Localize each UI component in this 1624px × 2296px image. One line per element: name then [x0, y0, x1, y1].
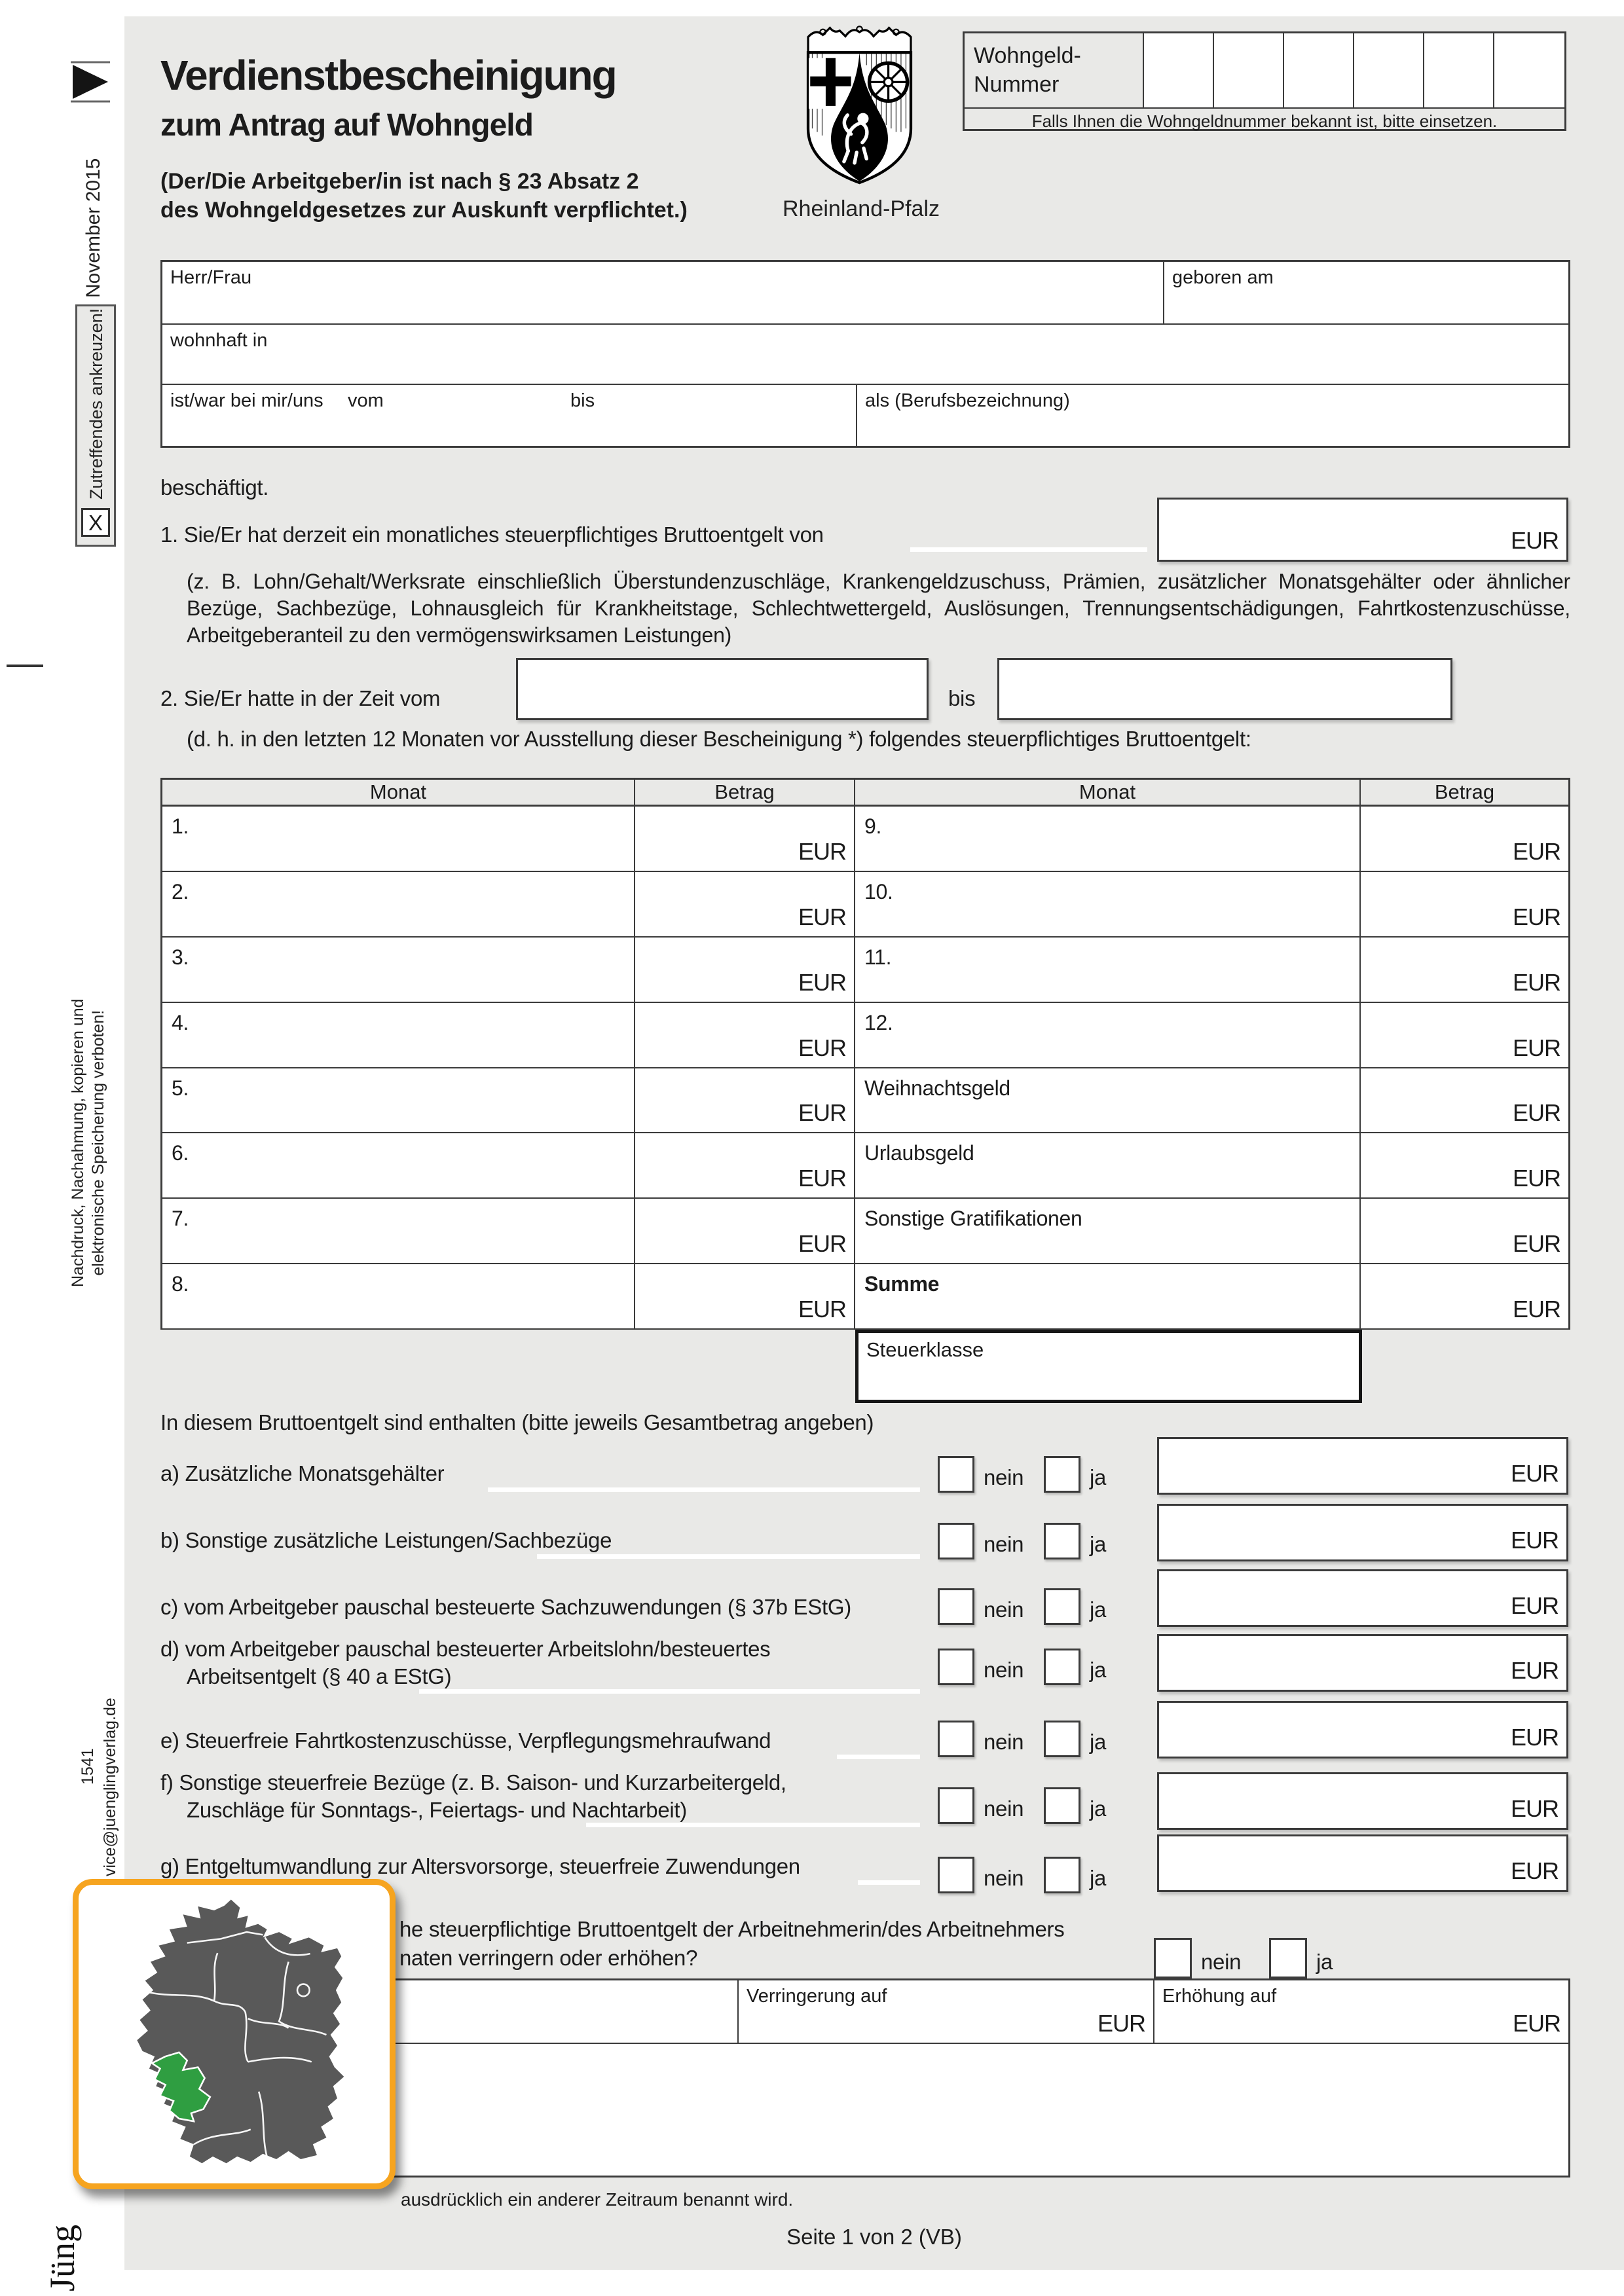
edition-date: November 2015: [83, 158, 104, 298]
nein-label: nein: [984, 1465, 1024, 1489]
amount-cell[interactable]: EUR: [1361, 872, 1570, 938]
item-b-checkbox-ja[interactable]: [1044, 1523, 1080, 1559]
q2-bis-label: bis: [948, 686, 976, 710]
item-b-amount-field[interactable]: EUR: [1157, 1504, 1568, 1561]
copyright-note: Nachdruck, Nachahmung, kopieren und elektronische Speicherung verboten!: [69, 998, 107, 1287]
item-f-label-line2: Zuschläge für Sonntags-, Feiertags- und Nachtarbeit): [187, 1798, 687, 1822]
table-row-7: [160, 1199, 1570, 1264]
item-f-fill-line: [586, 1823, 920, 1827]
form-number: 1541: [79, 1748, 97, 1785]
q3-text-line1: he steuerpflichtige Bruttoentgelt der Arbeitnehmerin/des Arbeitnehmers: [399, 1917, 1065, 1941]
item-a-fill-line: [488, 1487, 920, 1492]
amount-cell[interactable]: EUR: [635, 872, 855, 938]
item-g-fill-line: [858, 1880, 920, 1885]
germany-map: [84, 1889, 385, 2179]
amount-cell[interactable]: EUR: [1361, 1133, 1570, 1199]
residence-field[interactable]: wohnhaft in: [162, 325, 1568, 384]
table-row-6: [160, 1133, 1570, 1199]
col-header-betrag: Betrag: [714, 780, 775, 803]
month-cell[interactable]: Sonstige Gratifikationen: [855, 1199, 1361, 1264]
item-c-checkbox-nein[interactable]: [938, 1588, 974, 1625]
mark-example-checkbox: [81, 508, 110, 537]
item-e-checkbox-nein[interactable]: [938, 1721, 974, 1757]
month-cell[interactable]: 7.: [160, 1199, 635, 1264]
person-box: [160, 260, 1570, 448]
month-cell[interactable]: 4.: [160, 1003, 635, 1068]
ja-label: ja: [1090, 1465, 1107, 1489]
steuerklasse-label: Steuerklasse: [866, 1338, 984, 1361]
month-cell[interactable]: 5.: [160, 1068, 635, 1133]
month-cell[interactable]: 6.: [160, 1133, 635, 1199]
ja-label: ja: [1090, 1796, 1107, 1821]
amount-cell[interactable]: EUR: [635, 1003, 855, 1068]
item-g-checkbox-nein[interactable]: [938, 1857, 974, 1893]
month-cell[interactable]: 12.: [855, 1003, 1361, 1068]
amount-cell[interactable]: EUR: [1361, 1068, 1570, 1133]
amount-cell[interactable]: EUR: [1361, 807, 1570, 872]
amount-cell[interactable]: EUR: [1361, 1003, 1570, 1068]
item-c-label: c) vom Arbeitgeber pauschal besteuerte Sachzuwendungen (§ 37b EStG): [160, 1595, 851, 1619]
item-b-checkbox-nein[interactable]: [938, 1523, 974, 1559]
item-d-fill-line: [419, 1689, 920, 1694]
amount-cell[interactable]: EUR: [635, 807, 855, 872]
item-b-label: b) Sonstige zusätzliche Leistungen/Sachbezüge: [160, 1528, 612, 1552]
page-indicator: Seite 1 von 2 (VB): [786, 2225, 962, 2249]
nein-label: nein: [984, 1658, 1024, 1682]
month-cell[interactable]: 2.: [160, 872, 635, 938]
item-a-amount-field[interactable]: EUR: [1157, 1437, 1568, 1495]
item-a-label: a) Zusätzliche Monatsgehälter: [160, 1461, 445, 1485]
item-e-checkbox-ja[interactable]: [1044, 1721, 1080, 1757]
legal-note-line2: des Wohngeldgesetzes zur Auskunft verpflichtet.): [160, 198, 688, 223]
currency-label: EUR: [1510, 527, 1559, 554]
amount-cell[interactable]: EUR: [635, 1264, 855, 1330]
col-header-monat: Monat: [1079, 780, 1136, 803]
amount-cell[interactable]: EUR: [635, 1133, 855, 1199]
item-a-checkbox-ja[interactable]: [1044, 1456, 1080, 1493]
job-title-field[interactable]: als (Berufsbezeichnung): [856, 385, 1568, 446]
q1-fill-line[interactable]: [910, 547, 1147, 552]
nein-label: nein: [984, 1796, 1024, 1821]
wohngeld-hint: Falls Ihnen die Wohngeldnummer bekannt ist, bitte einsetzen.: [1031, 111, 1498, 131]
item-d-label-line2: Arbeitsentgelt (§ 40 a EStG): [187, 1664, 452, 1688]
fold-mark: [7, 665, 43, 667]
amount-cell[interactable]: EUR: [1361, 1199, 1570, 1264]
ja-label: ja: [1316, 1950, 1333, 1974]
amount-cell[interactable]: EUR: [1361, 1264, 1570, 1330]
wohngeld-number-box: [963, 31, 1566, 131]
item-d-amount-field[interactable]: EUR: [1157, 1634, 1568, 1692]
page-title: Verdienstbescheinigung: [160, 52, 616, 99]
item-f-amount-field[interactable]: EUR: [1157, 1772, 1568, 1830]
col-header-betrag: Betrag: [1434, 780, 1495, 803]
item-e-fill-line: [837, 1755, 920, 1759]
mark-hint-label: Zutreffendes ankreuzen!: [86, 308, 106, 500]
wohngeld-digit-cell[interactable]: [1493, 33, 1564, 107]
wohngeld-digit-cell[interactable]: [1423, 33, 1493, 107]
month-cell[interactable]: Summe: [855, 1264, 1361, 1330]
q2-text: 2. Sie/Er hatte in der Zeit vom: [160, 686, 441, 710]
month-cell[interactable]: 8.: [160, 1264, 635, 1330]
item-g-amount-field[interactable]: EUR: [1157, 1834, 1568, 1892]
amount-cell[interactable]: EUR: [1361, 938, 1570, 1003]
col-header-monat: Monat: [369, 780, 427, 803]
item-d-checkbox-nein[interactable]: [938, 1649, 974, 1685]
coat-of-arms-rheinland-pfalz: [789, 22, 930, 193]
item-g-checkbox-ja[interactable]: [1044, 1857, 1080, 1893]
item-c-checkbox-ja[interactable]: [1044, 1588, 1080, 1625]
mark-hint-box: [75, 304, 116, 547]
month-cell[interactable]: 10.: [855, 872, 1361, 938]
q1-note: (z. B. Lohn/Gehalt/Werksrate einschließlich Überstundenzuschläge, Krankengeldzuschuss, Prämien, zusätzlicher Monatsgehälter oder ähnlicher Bezüge, Sachbezüge, Lohnausgleich für Krankheitstage, Schlechtwettergeld, Auslösungen, Trennungsentschädigungen, Fahrtkostenzuschüsse, Arbeitgeberanteil zu den vermögenswirksamen Leistungen): [187, 570, 1570, 647]
table-row-2: [160, 872, 1570, 938]
item-a-checkbox-nein[interactable]: [938, 1456, 974, 1493]
footnote: ausdrücklich ein anderer Zeitraum benannt wird.: [401, 2189, 794, 2210]
wohngeld-digit-cell[interactable]: [1143, 33, 1213, 107]
q3-checkbox-nein[interactable]: [1154, 1938, 1192, 1978]
mark-x: X: [88, 511, 103, 535]
wohngeld-digit-cell[interactable]: [1283, 33, 1353, 107]
nein-label: nein: [984, 1866, 1024, 1890]
q1-amount-field[interactable]: [1157, 498, 1568, 562]
ja-label: ja: [1090, 1658, 1107, 1682]
page-subtitle: zum Antrag auf Wohngeld: [160, 108, 533, 143]
table-row-4: [160, 1003, 1570, 1068]
ja-label: ja: [1090, 1597, 1107, 1622]
item-g-label: g) Entgeltumwandlung zur Altersvorsorge, steuerfreie Zuwendungen: [160, 1854, 800, 1878]
item-c-amount-field[interactable]: EUR: [1157, 1569, 1568, 1627]
table-row-8: [160, 1264, 1570, 1330]
wohngeld-digit-cell[interactable]: [1213, 33, 1283, 107]
employment-period-field[interactable]: ist/war bei mir/uns vom bis: [162, 385, 856, 446]
q3-text-line2: naten verringern oder erhöhen?: [399, 1946, 698, 1970]
table-row-5: [160, 1068, 1570, 1133]
wohngeld-number-label: Wohngeld- Nummer: [974, 43, 1081, 97]
amount-cell[interactable]: EUR: [635, 1199, 855, 1264]
item-e-amount-field[interactable]: EUR: [1157, 1701, 1568, 1758]
month-cell[interactable]: Weihnachtsgeld: [855, 1068, 1361, 1133]
nein-label: nein: [1201, 1950, 1242, 1974]
q3-checkbox-ja[interactable]: [1269, 1938, 1307, 1978]
steuerklasse-field[interactable]: [855, 1330, 1362, 1403]
item-f-label-line1: f) Sonstige steuerfreie Bezüge (z. B. Saison- und Kurzarbeitergeld,: [160, 1770, 786, 1795]
legal-note-line1: (Der/Die Arbeitgeber/in ist nach § 23 Absatz 2: [160, 169, 639, 194]
table-row-1: [160, 807, 1570, 872]
month-cell[interactable]: Urlaubsgeld: [855, 1133, 1361, 1199]
wohngeld-digit-cell[interactable]: [1353, 33, 1423, 107]
nein-label: nein: [984, 1730, 1024, 1754]
item-f-checkbox-ja[interactable]: [1044, 1787, 1080, 1824]
q2-from-date-field[interactable]: [516, 658, 929, 720]
birthdate-field[interactable]: geboren am: [1163, 262, 1568, 323]
item-f-checkbox-nein[interactable]: [938, 1787, 974, 1824]
month-cell[interactable]: 3.: [160, 938, 635, 1003]
name-field[interactable]: Herr/Frau: [162, 262, 1163, 323]
q1-text: 1. Sie/Er hat derzeit ein monatliches steuerpflichtiges Bruttoentgelt von: [160, 522, 824, 547]
increase-field[interactable]: Erhöhung auf EUR: [1153, 1980, 1568, 2043]
publisher-logo: Jüng: [43, 2224, 82, 2291]
state-name: Rheinland-Pfalz: [782, 196, 940, 221]
month-cell[interactable]: 9.: [855, 807, 1361, 872]
item-b-fill-line: [537, 1554, 920, 1559]
contains-intro: In diesem Bruttoentgelt sind enthalten (bitte jeweils Gesamtbetrag angeben): [160, 1410, 874, 1434]
month-cell[interactable]: 11.: [855, 938, 1361, 1003]
item-d-checkbox-ja[interactable]: [1044, 1649, 1080, 1685]
q2-to-date-field[interactable]: [997, 658, 1452, 720]
amount-cell[interactable]: EUR: [635, 1068, 855, 1133]
germany-map-card: [73, 1879, 396, 2189]
nein-label: nein: [984, 1532, 1024, 1556]
item-d-label-line1: d) vom Arbeitgeber pauschal besteuerter Arbeitslohn/besteuertes: [160, 1637, 771, 1661]
arrow-marker-icon: [71, 60, 113, 103]
ja-label: ja: [1090, 1730, 1107, 1754]
amount-cell[interactable]: EUR: [635, 938, 855, 1003]
item-e-label: e) Steuerfreie Fahrtkostenzuschüsse, Verpflegungsmehraufwand: [160, 1728, 771, 1753]
publisher-email: vice@juenglingverlag.de: [101, 1698, 119, 1876]
decrease-field[interactable]: Verringerung auf EUR: [737, 1980, 1153, 2043]
ja-label: ja: [1090, 1532, 1107, 1556]
q2-note: (d. h. in den letzten 12 Monaten vor Ausstellung dieser Bescheinigung *) folgendes steuerpflichtiges Bruttoentgelt:: [187, 727, 1251, 751]
month-cell[interactable]: 1.: [160, 807, 635, 872]
table-header-row: [160, 778, 1570, 807]
table-row-3: [160, 938, 1570, 1003]
employed-suffix: beschäftigt.: [160, 475, 269, 500]
ja-label: ja: [1090, 1866, 1107, 1890]
nein-label: nein: [984, 1597, 1024, 1622]
